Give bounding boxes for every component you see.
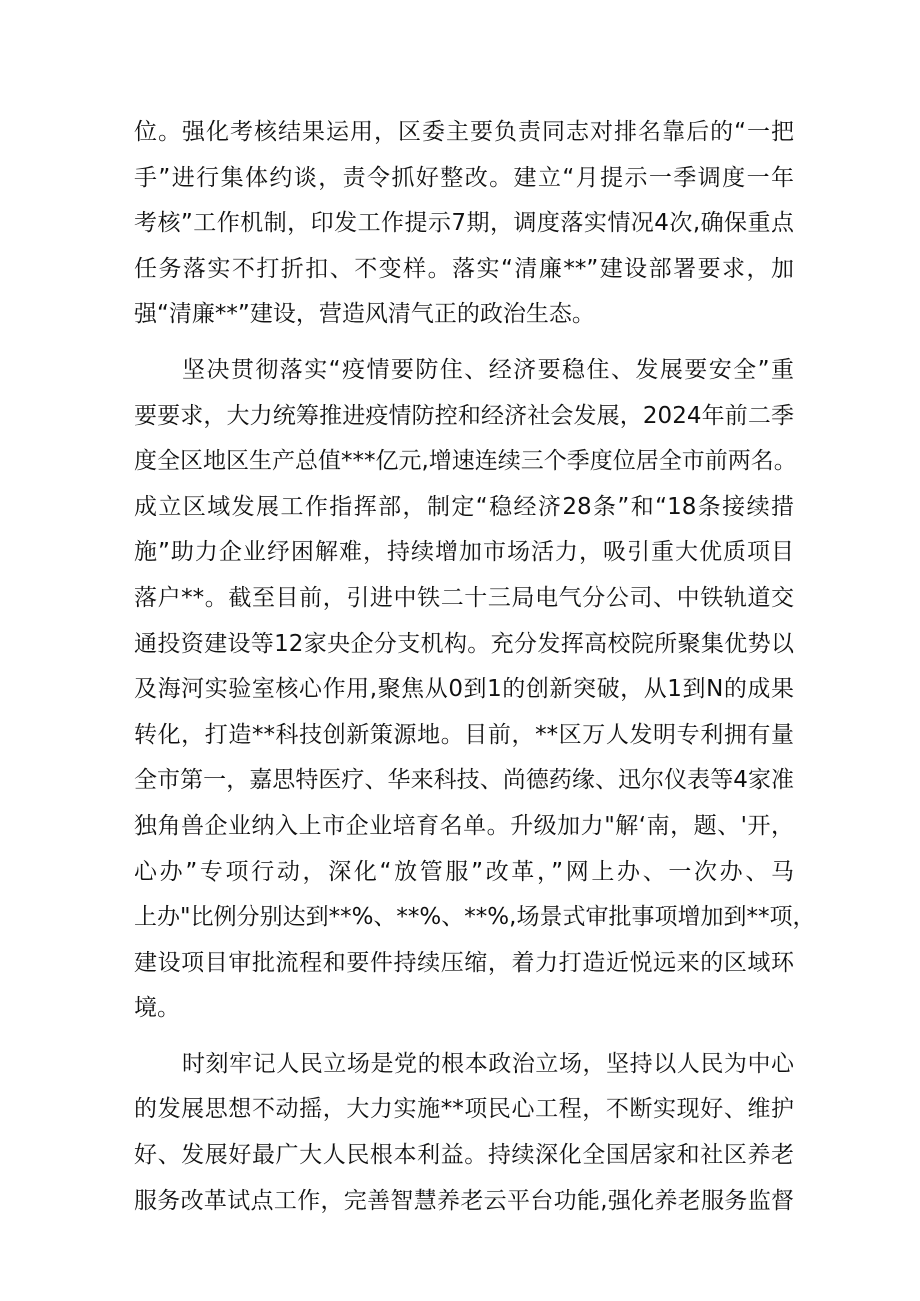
text-line: 强“清廉**”建设，营造风清气正的政治生态。 [134, 301, 595, 328]
text-line: 转化，打造**科技创新策源地。目前，**区万人发明专利拥有量 [134, 721, 794, 748]
text-line: 考核”工作机制，印发工作提示7期，调度落实情况4次,确保重点 [134, 210, 794, 237]
text-line: 度全区地区生产总值***亿元,增速连续三个季度位居全市前两名。 [134, 448, 797, 475]
text-line: 及海河实验室核心作用,聚焦从0到1的创新突破，从1到N的成果 [134, 676, 794, 703]
paragraph-people-livelihood [134, 1042, 794, 1224]
paragraph-economic-development [134, 348, 816, 1032]
text-line: 上办"比例分别达到**%、**%、**%,场景式审批事项增加到**项， [134, 904, 816, 931]
paragraph-party-building [134, 110, 794, 338]
text-line: 建设项目审批流程和要件持续压缩，着力打造近悦远来的区域环 [134, 949, 794, 976]
text-line: 坚决贯彻落实“疫情要防住、经济要稳住、发展要安全”重 [182, 356, 794, 383]
text-line: 施”助力企业纾困解难，持续增加市场活力，吸引重大优质项目 [134, 539, 794, 566]
text-line: 独角兽企业纳入上市企业培育名单。升级加力"解‘南，题、'开， [134, 812, 794, 839]
text-line: 位。强化考核结果运用，区委主要负责同志对排名靠后的“一把 [134, 119, 794, 145]
text-line: 的发展思想不动摇，大力实施**项民心工程，不断实现好、维护 [134, 1096, 794, 1123]
text-line: 服务改革试点工作，完善智慧养老云平台功能,强化养老服务监督 [134, 1187, 794, 1214]
text-line: 心办”专项行动，深化“放管服”改革，”网上办、一次办、马 [134, 858, 794, 885]
text-line: 要要求，大力统筹推进疫情防控和经济社会发展，2024年前二季 [134, 402, 794, 429]
paragraph-spacer [134, 338, 794, 348]
text-line: 任务落实不打折扣、不变样。落实“清廉**”建设部署要求，加 [134, 255, 794, 282]
text-line: 成立区域发展工作指挥部，制定“稳经济28条”和“18条接续措 [134, 493, 794, 520]
text-line: 通投资建设等12家央企分支机构。充分发挥高校院所聚集优势以 [134, 630, 794, 657]
document-body [134, 110, 816, 1224]
text-line: 落户**。截至目前，引进中铁二十三局电气分公司、中铁轨道交 [134, 584, 794, 611]
paragraph-spacer [134, 1032, 794, 1042]
text-line: 全市第一，嘉思特医疗、华来科技、尚德药缘、迅尔仪表等4家准 [134, 767, 794, 794]
text-line: 好、发展好最广大人民根本利益。持续深化全国居家和社区养老 [134, 1142, 794, 1169]
text-line: 手”进行集体约谈，责令抓好整改。建立“月提示一季调度一年 [134, 164, 794, 191]
text-line: 境。 [134, 995, 180, 1022]
text-line: 时刻牢记人民立场是党的根本政治立场，坚持以人民为中心 [182, 1050, 794, 1077]
